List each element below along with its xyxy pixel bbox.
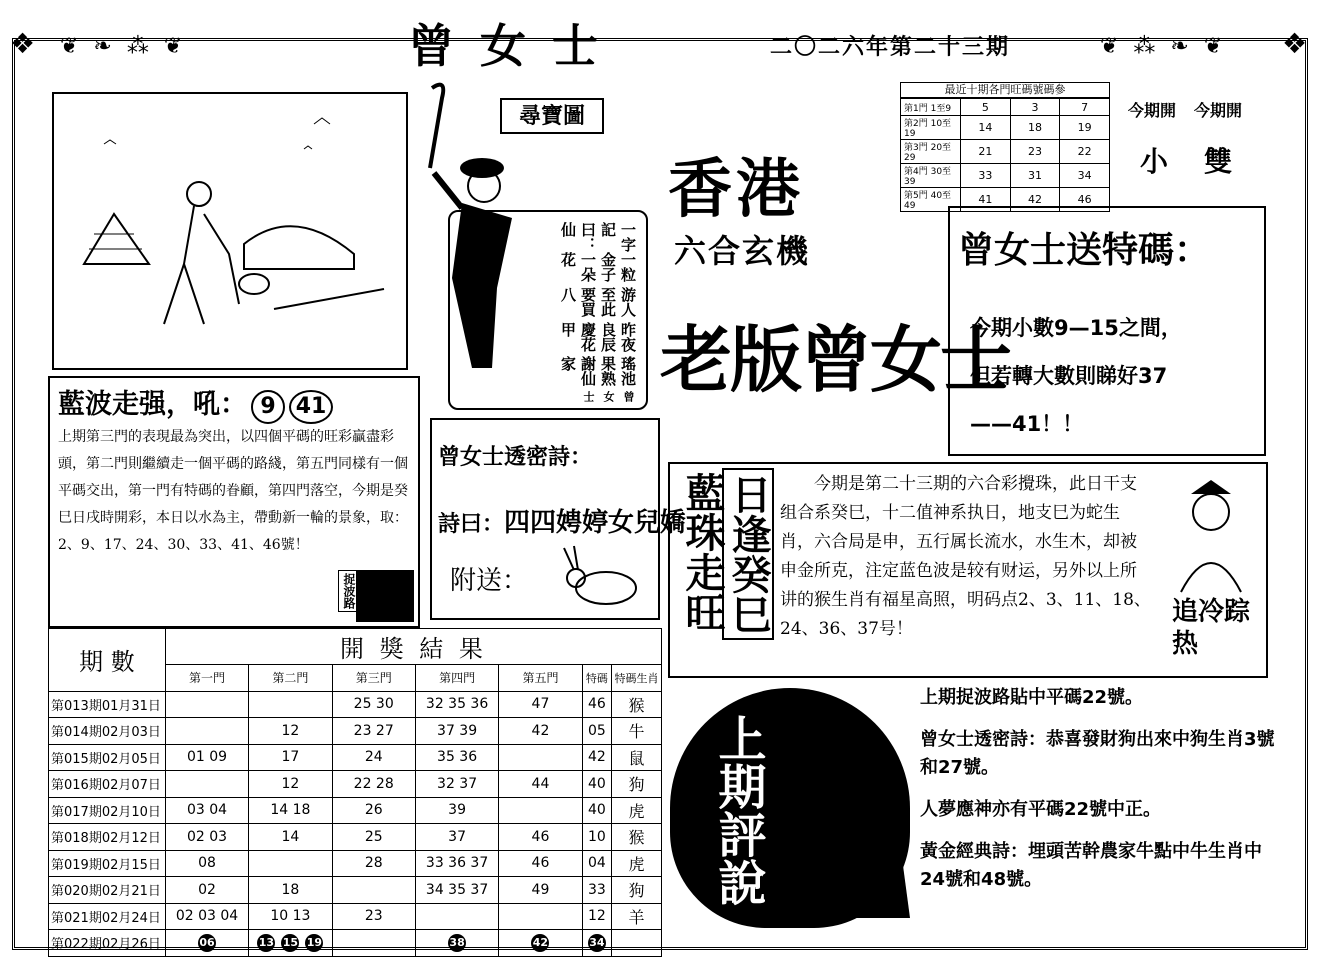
gate-row-label: 第1門 1至9 xyxy=(901,99,961,116)
treasure-map-picture xyxy=(52,92,408,370)
blue-wave-box xyxy=(48,376,420,628)
result-row xyxy=(49,797,662,824)
result-gate: 39 xyxy=(415,797,498,824)
review-title: 上期評說 xyxy=(710,714,766,906)
gate-table xyxy=(900,98,1110,212)
this-period-label: 今期開 xyxy=(1194,101,1243,120)
treasure-map-label: 尋寶圖 xyxy=(500,98,604,134)
result-zodiac: 狗 xyxy=(612,771,662,798)
result-gate: 35 36 xyxy=(415,744,498,771)
result-period: 第019期02月15日 xyxy=(49,850,166,877)
result-zodiac: 鼠 xyxy=(612,744,662,771)
gate-header: 第二門 xyxy=(249,665,332,692)
result-zodiac: 牛 xyxy=(612,718,662,745)
blue-wave-title-text: 藍波走强，吼： xyxy=(58,389,247,420)
result-gate xyxy=(165,771,248,798)
blue-wave-number: 41 xyxy=(289,390,333,424)
wave-path-tag: 捉波路 xyxy=(338,570,361,612)
result-gate: 23 xyxy=(332,903,415,930)
result-period: 第017期02月10日 xyxy=(49,797,166,824)
result-period: 第016期02月07日 xyxy=(49,771,166,798)
poem-line: 一粒金子一朵花 xyxy=(559,252,637,282)
result-special: 40 xyxy=(582,771,611,798)
result-period: 第013期01月31日 xyxy=(49,691,166,718)
circled-number: 19 xyxy=(305,934,323,952)
gate-row-value: 3 xyxy=(1010,99,1060,116)
result-gate: 44 xyxy=(499,771,582,798)
results-table xyxy=(48,628,662,957)
secret-poem-line xyxy=(438,502,686,539)
result-gate xyxy=(499,744,582,771)
gate-row xyxy=(901,99,1110,116)
result-gate xyxy=(415,903,498,930)
result-special: 42 xyxy=(582,744,611,771)
result-special: 46 xyxy=(582,691,611,718)
blue-ball-tag: 藍珠走旺 xyxy=(679,472,725,632)
poem-signature: 曾女士 xyxy=(582,391,635,402)
result-gate: 32 37 xyxy=(415,771,498,798)
result-row xyxy=(49,744,662,771)
brand-old-version: 老版曾女士 xyxy=(660,318,1011,402)
day-ganzhi-tag: 日逢癸巳 xyxy=(722,468,774,640)
gate-row-value: 22 xyxy=(1060,140,1110,164)
result-gate xyxy=(249,850,332,877)
special-line: 今期小數9—15之間， xyxy=(970,316,1182,340)
result-gate: 23 27 xyxy=(332,718,415,745)
brand-hk: 香港 xyxy=(668,152,804,227)
gate-hot-numbers xyxy=(900,82,1110,212)
result-gate: 26 xyxy=(332,797,415,824)
result-gate: 37 xyxy=(415,824,498,851)
result-special: 04 xyxy=(582,850,611,877)
gate-row-value: 46 xyxy=(1060,188,1110,212)
result-zodiac: 猴 xyxy=(612,824,662,851)
gate-row-value: 5 xyxy=(961,99,1011,116)
secret-poem-title: 曾女士透密詩： xyxy=(438,444,593,470)
review-line: 上期捉波路貼中平碼22號。 xyxy=(920,687,1144,708)
gate-row-value: 7 xyxy=(1060,99,1110,116)
result-special: 05 xyxy=(582,718,611,745)
result-row xyxy=(49,718,662,745)
result-gate xyxy=(415,930,498,957)
result-gate xyxy=(165,718,248,745)
circled-number: 34 xyxy=(588,934,606,952)
result-gate: 37 39 xyxy=(415,718,498,745)
gate-row-value: 41 xyxy=(961,188,1011,212)
period-header: 期 數 xyxy=(49,629,166,692)
result-row xyxy=(49,850,662,877)
result-gate: 12 xyxy=(249,771,332,798)
gate-row-label: 第2門 10至19 xyxy=(901,116,961,140)
review-line: 曾女士透密詩：恭喜發財狗出來中狗生肖3號和27號。 xyxy=(920,729,1275,778)
gate-row-value: 34 xyxy=(1060,164,1110,188)
result-row xyxy=(49,930,662,957)
gate-table-title: 最近十期各門旺碼號碼參 xyxy=(900,82,1110,98)
gate-header: 第一門 xyxy=(165,665,248,692)
special-line: ——41！！ xyxy=(970,412,1084,436)
gate-row xyxy=(901,164,1110,188)
result-zodiac: 羊 xyxy=(612,903,662,930)
gate-header: 第四門 xyxy=(415,665,498,692)
result-gate xyxy=(499,930,582,957)
result-row xyxy=(49,771,662,798)
scroll-ornament-icon: ❦ ❧ ⁂ ❦ xyxy=(60,34,187,59)
result-period: 第020期02月21日 xyxy=(49,877,166,904)
result-zodiac: 虎 xyxy=(612,797,662,824)
result-gate: 46 xyxy=(499,824,582,851)
rabbit-icon xyxy=(554,544,650,614)
result-period: 第014期02月03日 xyxy=(49,718,166,745)
result-gate: 10 13 xyxy=(249,903,332,930)
gate-row-value: 18 xyxy=(1010,116,1060,140)
result-period: 第018期02月12日 xyxy=(49,824,166,851)
special-title: 曾女士送特碼： xyxy=(958,230,1211,271)
result-zodiac: 狗 xyxy=(612,877,662,904)
page-title: 曾女士 xyxy=(408,19,624,73)
result-gate xyxy=(165,691,248,718)
corner-ornament-icon: ❖ xyxy=(10,27,36,60)
poem-line: 瑤池果熟謝仙家 xyxy=(559,356,637,387)
result-period: 第015期02月05日 xyxy=(49,744,166,771)
result-gate: 47 xyxy=(499,691,582,718)
special-header: 特碼 xyxy=(582,665,611,692)
result-row xyxy=(49,824,662,851)
gate-row-value: 23 xyxy=(1010,140,1060,164)
result-gate: 17 xyxy=(249,744,332,771)
brand-machine: 六合玄機 xyxy=(674,232,811,270)
result-gate: 22 28 xyxy=(332,771,415,798)
result-gate: 49 xyxy=(499,877,582,904)
day-text: 今期是第二十三期的六合彩攪珠，此日干支组合系癸巳，十二值神系执日，地支巳为蛇生肖，六合局是申，五行属长流水，水生木，却被申金所克，注定蓝色波是较有财运，另外以上所讲的猴生肖有福星高照，明码点2、3、11、18、24、36、37号！ xyxy=(780,474,1151,639)
result-gate: 01 09 xyxy=(165,744,248,771)
result-gate xyxy=(165,930,248,957)
farmer-illustration-icon xyxy=(54,94,406,368)
result-gate: 24 xyxy=(332,744,415,771)
zodiac-header: 特碼生肖 xyxy=(612,665,662,692)
result-row xyxy=(49,903,662,930)
poem-label: 詩曰： xyxy=(438,511,505,537)
result-gate: 42 xyxy=(499,718,582,745)
poem-scroll-text xyxy=(558,222,638,402)
poem-line: 游人至此要買八 xyxy=(559,286,637,317)
result-gate: 02 03 xyxy=(165,824,248,851)
result-gate xyxy=(499,797,582,824)
special-line: 但若轉大數則睇好37 xyxy=(970,364,1168,388)
circled-number: 06 xyxy=(198,934,216,952)
poem-line: 一字記曰：仙 xyxy=(559,222,637,252)
secret-poem-box xyxy=(430,418,687,620)
circled-number: 13 xyxy=(257,934,275,952)
poem-scroll xyxy=(448,210,648,410)
gate-row xyxy=(901,116,1110,140)
result-gate xyxy=(249,691,332,718)
wave-path-image xyxy=(356,570,414,622)
results-header: 開 獎 結 果 xyxy=(165,629,661,665)
gift-label: 附送： xyxy=(450,566,529,596)
result-row xyxy=(49,877,662,904)
gate-row-label: 第4門 30至39 xyxy=(901,164,961,188)
blue-wave-text: 上期第三門的表現最為突出，以四個平碼的旺彩贏盡彩頭，第二門則繼續走一個平碼的路綫，第五門同樣有一個平碼交出，第一門有特碼的眷顧，第四門落空，今期是癸巳日戌時開彩，本日以水為主，帶動新一輪的景象，取：2、9、17、24、30、33、41、46號！ xyxy=(58,429,408,553)
result-gate: 14 xyxy=(249,824,332,851)
poem-text: 四四娉婷女兒嬌 xyxy=(504,508,687,538)
blue-wave-title xyxy=(58,382,333,424)
result-gate: 08 xyxy=(165,850,248,877)
gate-row-value: 14 xyxy=(961,116,1011,140)
gate-row-value: 42 xyxy=(1010,188,1060,212)
gate-row-label: 第5門 40至49 xyxy=(901,188,961,212)
result-gate: 32 35 36 xyxy=(415,691,498,718)
special-number-box xyxy=(948,206,1266,456)
gate-row-value: 31 xyxy=(1010,164,1060,188)
result-row xyxy=(49,691,662,718)
circled-number: 38 xyxy=(448,934,466,952)
result-gate: 02 03 04 xyxy=(165,903,248,930)
scroll-ornament-icon: ❦ ⁂ ❧ ❦ xyxy=(1100,34,1227,59)
result-gate xyxy=(499,903,582,930)
gate-row-value: 21 xyxy=(961,140,1011,164)
result-special: 40 xyxy=(582,797,611,824)
result-zodiac: 猴 xyxy=(612,691,662,718)
this-period-parity: 雙 xyxy=(1204,145,1233,178)
result-special: 10 xyxy=(582,824,611,851)
this-period-label: 今期開 xyxy=(1128,101,1177,120)
results-section xyxy=(48,628,662,957)
result-gate: 34 35 37 xyxy=(415,877,498,904)
result-gate: 02 xyxy=(165,877,248,904)
hot-cold-tag: 追冷踪热 xyxy=(1172,597,1251,659)
gate-row-value: 19 xyxy=(1060,116,1110,140)
gate-row-label: 第3門 20至29 xyxy=(901,140,961,164)
result-gate: 25 xyxy=(332,824,415,851)
result-special xyxy=(582,930,611,957)
result-gate: 25 30 xyxy=(332,691,415,718)
review-line: 黃金經典詩：埋頭苦幹農家牛點中牛生肖中24號和48號。 xyxy=(920,841,1262,890)
warrior-statue-icon xyxy=(780,708,930,928)
issue-number: 二〇二六年第二十三期 xyxy=(770,34,1011,60)
result-gate: 12 xyxy=(249,718,332,745)
result-zodiac xyxy=(612,930,662,957)
result-gate xyxy=(332,930,415,957)
circled-number: 42 xyxy=(531,934,549,952)
result-period: 第021期02月24日 xyxy=(49,903,166,930)
gate-row-value: 33 xyxy=(961,164,1011,188)
review-line: 人夢應神亦有平碼22號中正。 xyxy=(920,799,1162,820)
poem-line: 昨夜良辰慶花甲 xyxy=(559,321,637,352)
corner-ornament-icon: ❖ xyxy=(1282,27,1308,60)
this-period-size: 小 xyxy=(1140,145,1169,178)
day-box xyxy=(668,462,1268,678)
result-gate xyxy=(249,930,332,957)
result-zodiac: 虎 xyxy=(612,850,662,877)
gate-row xyxy=(901,140,1110,164)
result-period: 第022期02月26日 xyxy=(49,930,166,957)
result-gate: 03 04 xyxy=(165,797,248,824)
circled-number: 15 xyxy=(281,934,299,952)
result-gate: 46 xyxy=(499,850,582,877)
result-special: 33 xyxy=(582,877,611,904)
result-gate: 18 xyxy=(249,877,332,904)
result-special: 12 xyxy=(582,903,611,930)
result-gate: 28 xyxy=(332,850,415,877)
deity-portrait-icon xyxy=(1166,474,1256,594)
blue-wave-number: 9 xyxy=(251,390,285,424)
gate-header: 第五門 xyxy=(499,665,582,692)
result-gate: 14 18 xyxy=(249,797,332,824)
result-gate: 33 36 37 xyxy=(415,850,498,877)
gate-header: 第三門 xyxy=(332,665,415,692)
review-text xyxy=(920,684,1286,894)
result-gate xyxy=(332,877,415,904)
